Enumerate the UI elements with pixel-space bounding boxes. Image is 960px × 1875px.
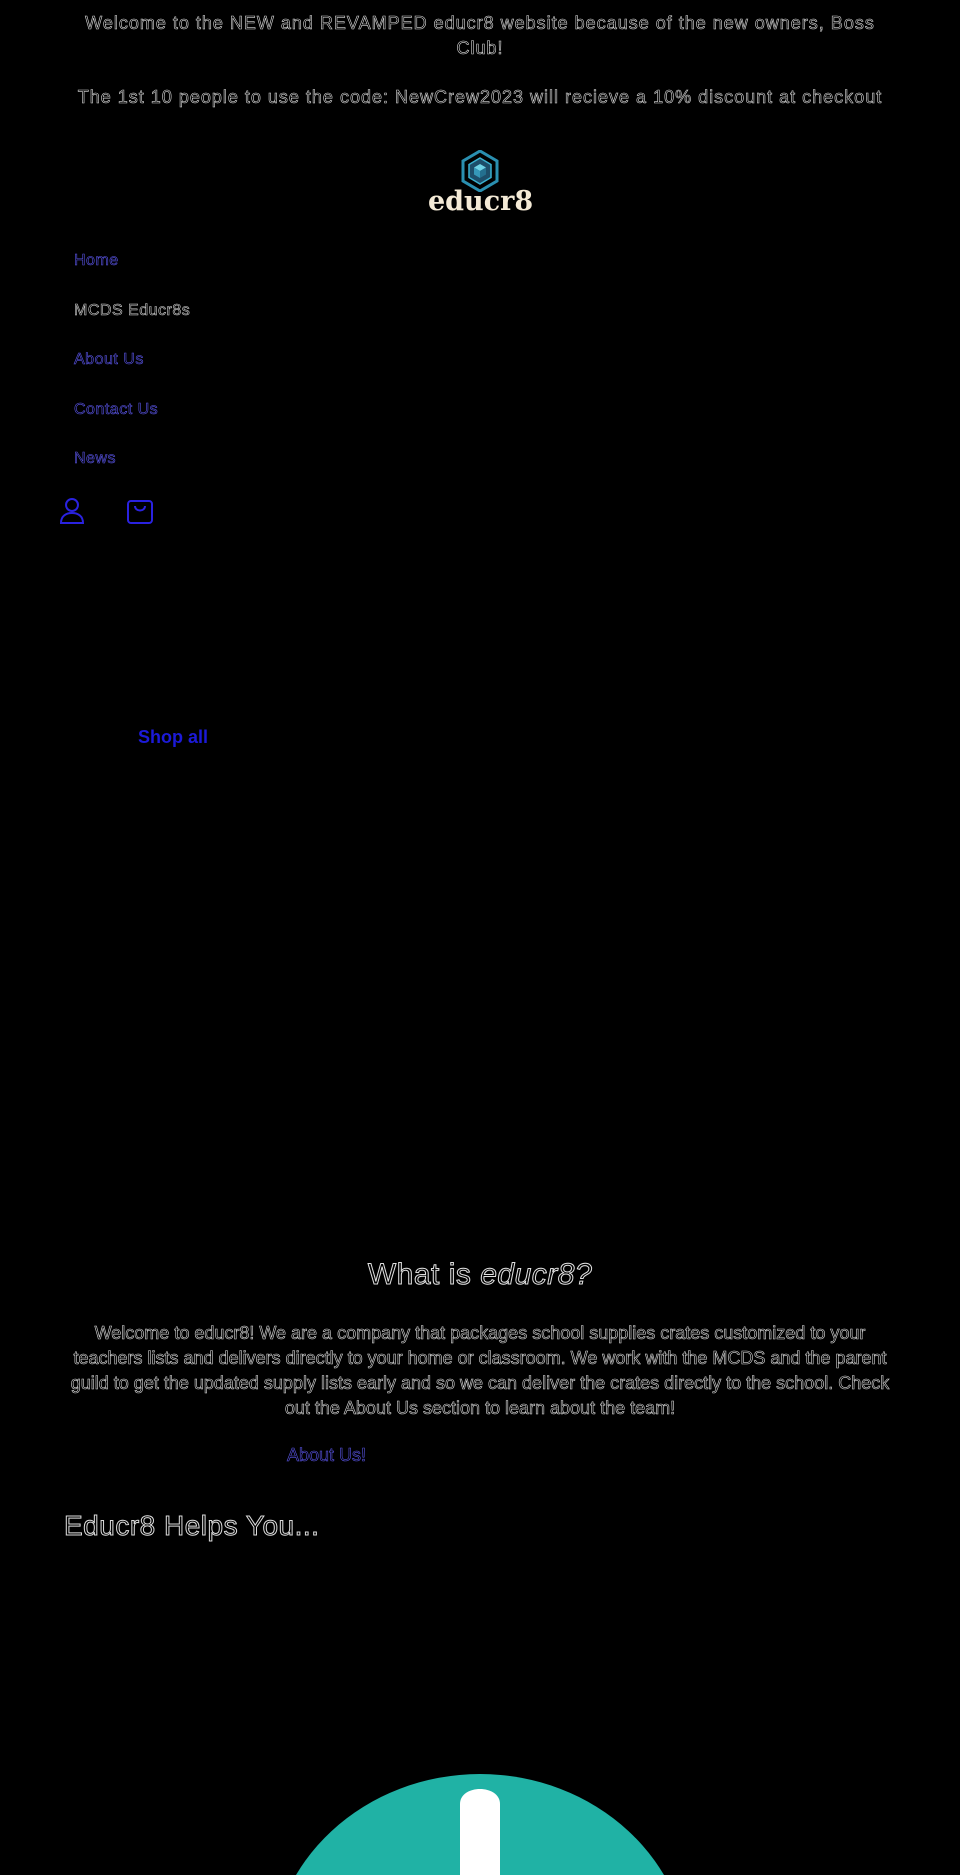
announcement-line-1: Welcome to the NEW and REVAMPED educr8 website because of the new owners, Boss Club! [85,13,875,58]
section-title-brand: educr8? [480,1258,593,1291]
helps-section-title: Educr8 Helps You... [64,1510,320,1541]
account-icon [57,496,87,526]
about-us-link[interactable]: About Us! [287,1445,367,1465]
nav-item-home[interactable]: Home [74,252,119,269]
cart-icon [125,496,155,526]
section-title [0,1258,960,1292]
account-button[interactable] [57,496,87,526]
logo-link[interactable] [428,150,532,222]
shop-all-button[interactable]: Shop all [138,727,209,747]
nav-item-news[interactable]: News [74,450,117,467]
cart-button[interactable] [125,496,155,526]
lightbulb-icon [270,1774,690,1875]
nav-item-contact-us[interactable]: Contact Us [74,401,159,418]
section-title-prefix: What is [367,1258,481,1291]
announcement-line-2: The 1st 10 people to use the code: NewCrew2023 will recieve a 10% discount at checkout [77,87,883,107]
nav-item-mcds-educr8s[interactable]: MCDS Educr8s [74,302,191,319]
nav-item-about-us[interactable]: About Us [74,351,144,368]
logo-text: educr8 [428,186,534,217]
about-paragraph: Welcome to educr8! We are a company that packages school supplies crates customized to your teachers lists and delivers directly to your home or classroom. We work with the MCDS and the parent guild to get the updated supply lists early and so we can deliver the crates directly to the school. Check out the About Us section to learn about the team! [70,1323,890,1418]
